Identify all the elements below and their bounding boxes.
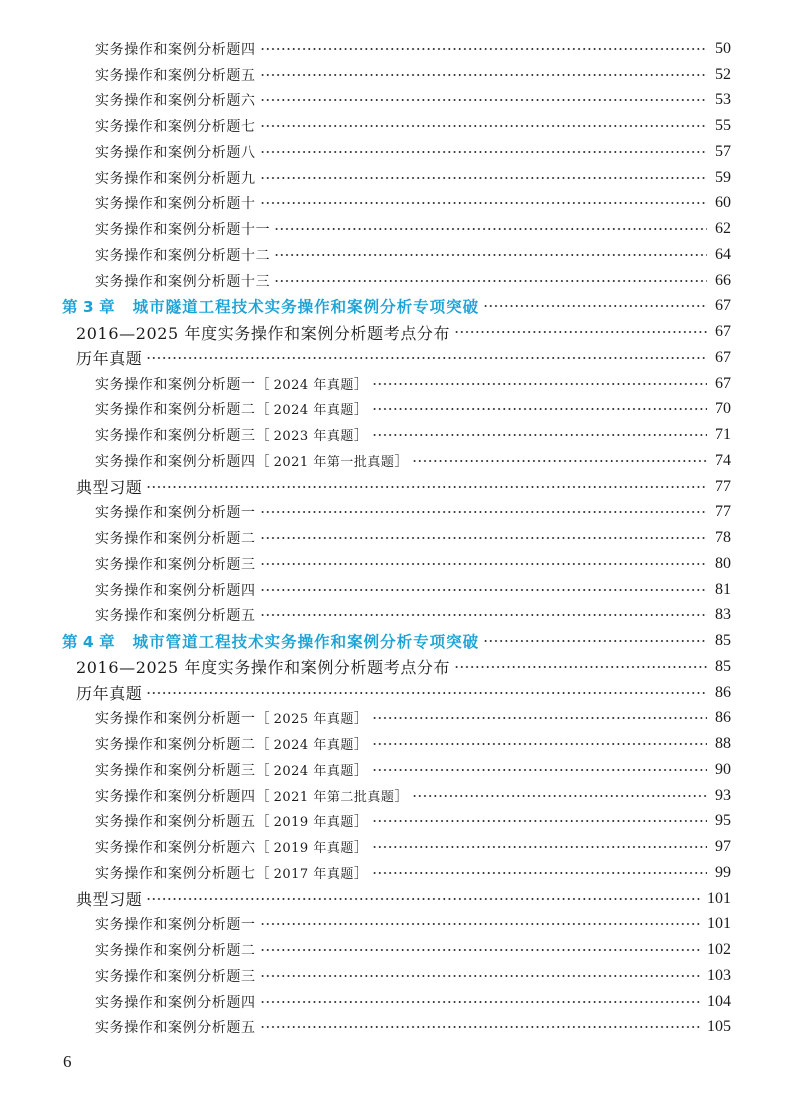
left-bracket: ［ xyxy=(255,428,270,445)
dot-leader xyxy=(260,948,701,952)
left-bracket: ［ xyxy=(255,402,270,419)
dot-leader xyxy=(260,73,707,77)
toc-section-entry[interactable] xyxy=(0,654,790,680)
dot-leader xyxy=(260,176,707,180)
toc-item-entry[interactable] xyxy=(0,113,790,139)
toc-entry-title: 实务操作和案例分析题四 xyxy=(95,788,256,805)
toc-entry-title: 实务操作和案例分析题八 xyxy=(95,144,256,161)
toc-item-entry[interactable] xyxy=(0,989,790,1015)
left-bracket: ［ xyxy=(255,453,270,470)
toc-page-number: 93 xyxy=(715,786,731,804)
left-bracket: ［ xyxy=(255,814,270,831)
toc-entry-text xyxy=(95,528,256,548)
toc-entry-text xyxy=(76,681,142,704)
toc-page-number: 90 xyxy=(715,760,731,778)
toc-entry-text xyxy=(95,605,256,625)
dot-leader xyxy=(412,794,707,798)
right-bracket: ］ xyxy=(394,453,409,470)
toc-entry-text xyxy=(95,193,256,213)
dot-leader xyxy=(372,382,707,386)
toc-entry-title: 实务操作和案例分析题三 xyxy=(95,762,256,779)
toc-entry-text xyxy=(95,116,256,136)
toc-entry-title: 实务操作和案例分析题一 xyxy=(95,505,256,522)
toc-entry-text xyxy=(95,1017,256,1037)
toc-page-number: 95 xyxy=(715,812,731,830)
toc-entry-title: 实务操作和案例分析题五 xyxy=(95,1020,256,1037)
toc-entry-title: 实务操作和案例分析题四 xyxy=(95,453,256,470)
toc-entry-text xyxy=(76,887,142,910)
toc-entry-text xyxy=(95,39,256,59)
dot-leader xyxy=(260,98,707,102)
toc-entry-text xyxy=(95,940,256,960)
right-bracket: ］ xyxy=(353,428,368,445)
toc-item-entry[interactable] xyxy=(0,1015,790,1041)
toc-item-entry[interactable] xyxy=(0,525,790,551)
dot-leader xyxy=(274,279,707,283)
toc-entry-text xyxy=(95,708,368,728)
toc-page-number: 71 xyxy=(715,426,731,444)
dot-leader xyxy=(454,665,707,669)
dot-leader xyxy=(146,485,707,489)
toc-entry-title: 2016—2025 年度实务操作和案例分析题考点分布 xyxy=(76,323,451,343)
toc-page-number: 88 xyxy=(715,735,731,753)
right-bracket: ］ xyxy=(353,737,368,754)
toc-entry-text xyxy=(95,219,270,239)
toc-item-entry[interactable] xyxy=(0,860,790,886)
toc-page-number: 86 xyxy=(715,709,731,727)
toc-entry-title: 实务操作和案例分析题二 xyxy=(95,943,256,960)
toc-entry-title: 城市管道工程技术实务操作和案例分析专项突破 xyxy=(132,633,480,652)
toc-item-entry[interactable] xyxy=(0,731,790,757)
toc-entry-text xyxy=(95,992,256,1012)
dot-leader xyxy=(260,562,707,566)
toc-entry-title: 实务操作和案例分析题五 xyxy=(95,67,256,84)
dot-leader xyxy=(372,845,707,849)
toc-entry-title: 实务操作和案例分析题四 xyxy=(95,41,256,58)
dot-leader xyxy=(260,974,701,978)
toc-entry-text xyxy=(95,425,368,445)
dot-leader xyxy=(372,871,707,875)
toc-entry-text xyxy=(95,271,270,291)
toc-page-number: 53 xyxy=(715,91,731,109)
toc-entry-title: 实务操作和案例分析题六 xyxy=(95,93,256,110)
toc-entry-title: 实务操作和案例分析题二 xyxy=(95,737,256,754)
toc-entry-text xyxy=(95,245,270,265)
dot-leader xyxy=(372,742,707,746)
toc-item-entry[interactable] xyxy=(0,577,790,603)
toc-entry-text xyxy=(95,580,256,600)
toc-entry-text xyxy=(76,475,142,498)
toc-entry-text xyxy=(95,502,256,522)
toc-entry-title: 实务操作和案例分析题六 xyxy=(95,840,256,857)
exam-year-tag: 2021 年第一批真题 xyxy=(273,454,395,470)
toc-entry-title: 实务操作和案例分析题三 xyxy=(95,556,256,573)
left-bracket: ［ xyxy=(255,762,270,779)
toc-page-number: 67 xyxy=(715,323,731,341)
dot-leader xyxy=(260,124,707,128)
right-bracket: ］ xyxy=(353,865,368,882)
toc-entry-title: 实务操作和案例分析题四 xyxy=(95,582,256,599)
dot-leader xyxy=(260,201,707,205)
toc-entry-title: 历年真题 xyxy=(76,349,143,369)
toc-section-entry[interactable] xyxy=(0,319,790,345)
exam-year-tag: 2021 年第二批真题 xyxy=(273,789,395,805)
toc-entry-text xyxy=(95,966,256,986)
toc-section-entry[interactable] xyxy=(0,680,790,706)
toc-entry-title: 实务操作和案例分析题五 xyxy=(95,608,256,625)
toc-entry-text xyxy=(76,321,450,344)
dot-leader xyxy=(260,588,707,592)
exam-year-tag: 2024 年真题 xyxy=(273,403,354,419)
toc-item-entry[interactable] xyxy=(0,937,790,963)
toc-entry-text xyxy=(95,554,256,574)
toc-entry-title: 典型习题 xyxy=(76,478,143,498)
toc-entry-title: 实务操作和案例分析题十三 xyxy=(95,273,271,290)
toc-item-entry[interactable] xyxy=(0,783,790,809)
toc-entry-text xyxy=(95,811,368,831)
toc-entry-title: 实务操作和案例分析题一 xyxy=(95,917,256,934)
dot-leader xyxy=(260,613,707,617)
toc-entry-text xyxy=(62,630,479,652)
toc-entry-title: 城市隧道工程技术实务操作和案例分析专项突破 xyxy=(132,298,480,317)
toc-page-number: 85 xyxy=(715,657,731,675)
toc-entry-text xyxy=(95,914,256,934)
dot-leader xyxy=(454,330,707,334)
toc-entry-text xyxy=(95,863,368,883)
toc-page-number: 103 xyxy=(707,966,731,984)
left-bracket: ［ xyxy=(255,737,270,754)
right-bracket: ］ xyxy=(353,376,368,393)
exam-year-tag: 2019 年真题 xyxy=(273,841,354,857)
dot-leader xyxy=(260,150,707,154)
toc-entry-title: 实务操作和案例分析题五 xyxy=(95,814,256,831)
toc-entry-title: 实务操作和案例分析题四 xyxy=(95,994,256,1011)
dot-leader xyxy=(260,47,707,51)
right-bracket: ］ xyxy=(353,402,368,419)
right-bracket: ］ xyxy=(394,788,409,805)
toc-entry-text xyxy=(95,90,256,110)
toc-entry-title: 实务操作和案例分析题九 xyxy=(95,170,256,187)
dot-leader xyxy=(260,1025,701,1029)
left-bracket: ［ xyxy=(255,840,270,857)
toc-section-entry[interactable] xyxy=(0,886,790,912)
toc-entry-text xyxy=(76,346,142,369)
chapter-number: 第 3 章 xyxy=(62,298,115,317)
toc-section-entry[interactable] xyxy=(0,474,790,500)
toc-item-entry[interactable] xyxy=(0,551,790,577)
exam-year-tag: 2019 年真题 xyxy=(273,815,354,831)
toc-page-number: 66 xyxy=(715,271,731,289)
toc-chapter-entry[interactable] xyxy=(0,628,790,654)
toc-page-number: 67 xyxy=(715,297,731,315)
toc-page-number: 67 xyxy=(715,374,731,392)
dot-leader xyxy=(372,407,707,411)
toc-page-number: 60 xyxy=(715,194,731,212)
toc-page-number: 55 xyxy=(715,117,731,135)
toc-page-number: 83 xyxy=(715,606,731,624)
toc-entry-title: 实务操作和案例分析题一 xyxy=(95,711,256,728)
toc-entry-text xyxy=(95,142,256,162)
toc-item-entry[interactable] xyxy=(0,216,790,242)
toc-page-number: 57 xyxy=(715,142,731,160)
toc-page-number: 101 xyxy=(707,889,731,907)
exam-year-tag: 2024 年真题 xyxy=(273,738,354,754)
toc-entry-title: 实务操作和案例分析题七 xyxy=(95,865,256,882)
toc-page-number: 77 xyxy=(715,477,731,495)
right-bracket: ］ xyxy=(353,840,368,857)
toc-entry-title: 实务操作和案例分析题三 xyxy=(95,428,256,445)
exam-year-tag: 2024 年真题 xyxy=(273,763,354,779)
toc-item-entry[interactable] xyxy=(0,191,790,217)
exam-year-tag: 2025 年真题 xyxy=(273,712,354,728)
dot-leader xyxy=(274,227,707,231)
toc-entry-text xyxy=(76,655,450,678)
dot-leader xyxy=(260,510,707,514)
left-bracket: ［ xyxy=(255,788,270,805)
toc-page-number: 64 xyxy=(715,245,731,263)
toc-entry-text xyxy=(95,786,408,806)
dot-leader xyxy=(146,691,707,695)
toc-page-number: 102 xyxy=(707,941,731,959)
exam-year-tag: 2023 年真题 xyxy=(273,429,354,445)
toc-item-entry[interactable] xyxy=(0,268,790,294)
toc-item-entry[interactable] xyxy=(0,757,790,783)
toc-page-number: 67 xyxy=(715,348,731,366)
dot-leader xyxy=(372,716,707,720)
toc-item-entry[interactable] xyxy=(0,242,790,268)
left-bracket: ［ xyxy=(255,865,270,882)
toc-entry-title: 实务操作和案例分析题七 xyxy=(95,119,256,136)
toc-item-entry[interactable] xyxy=(0,603,790,629)
toc-entry-title: 实务操作和案例分析题三 xyxy=(95,968,256,985)
toc-item-entry[interactable] xyxy=(0,448,790,474)
dot-leader xyxy=(274,253,707,257)
toc-item-entry[interactable] xyxy=(0,397,790,423)
dot-leader xyxy=(372,819,707,823)
toc-page-number: 85 xyxy=(715,632,731,650)
toc-entry-title: 实务操作和案例分析题二 xyxy=(95,531,256,548)
toc-entry-text xyxy=(95,734,368,754)
dot-leader xyxy=(483,304,707,308)
toc-item-entry[interactable] xyxy=(0,165,790,191)
dot-leader xyxy=(483,639,707,643)
toc-page-number: 74 xyxy=(715,451,731,469)
toc-entry-text xyxy=(95,760,368,780)
toc-entry-title: 历年真题 xyxy=(76,684,143,704)
chapter-number: 第 4 章 xyxy=(62,633,115,652)
dot-leader xyxy=(260,536,707,540)
dot-leader xyxy=(372,433,707,437)
exam-year-tag: 2017 年真题 xyxy=(273,866,354,882)
toc-page-number: 50 xyxy=(715,39,731,57)
toc-entry-title: 实务操作和案例分析题一 xyxy=(95,376,256,393)
dot-leader xyxy=(146,356,707,360)
toc-section-entry[interactable] xyxy=(0,345,790,371)
toc-item-entry[interactable] xyxy=(0,500,790,526)
toc-page-number: 97 xyxy=(715,838,731,856)
right-bracket: ］ xyxy=(353,762,368,779)
toc-page-number: 70 xyxy=(715,400,731,418)
dot-leader xyxy=(372,768,707,772)
toc-page-number: 101 xyxy=(707,915,731,933)
toc-page-number: 99 xyxy=(715,863,731,881)
left-bracket: ［ xyxy=(255,376,270,393)
toc-page-number: 105 xyxy=(707,1018,731,1036)
toc-entry-title: 典型习题 xyxy=(76,890,143,910)
toc-item-entry[interactable] xyxy=(0,834,790,860)
toc-entry-title: 实务操作和案例分析题二 xyxy=(95,402,256,419)
toc-page-number: 81 xyxy=(715,580,731,598)
right-bracket: ］ xyxy=(353,814,368,831)
toc-page-number: 59 xyxy=(715,168,731,186)
toc-entry-text xyxy=(62,295,479,317)
toc-item-entry[interactable] xyxy=(0,62,790,88)
toc-page-number: 86 xyxy=(715,683,731,701)
toc-item-entry[interactable] xyxy=(0,422,790,448)
toc-entry-text xyxy=(95,837,368,857)
dot-leader xyxy=(260,922,701,926)
right-bracket: ］ xyxy=(353,711,368,728)
toc-page-number: 52 xyxy=(715,65,731,83)
table-of-contents xyxy=(0,36,790,1040)
toc-entry-text xyxy=(95,65,256,85)
toc-item-entry[interactable] xyxy=(0,809,790,835)
left-bracket: ［ xyxy=(255,711,270,728)
toc-entry-text xyxy=(95,168,256,188)
toc-page-number: 77 xyxy=(715,503,731,521)
dot-leader xyxy=(146,897,701,901)
toc-page-number: 78 xyxy=(715,529,731,547)
toc-item-entry[interactable] xyxy=(0,912,790,938)
toc-item-entry[interactable] xyxy=(0,706,790,732)
toc-chapter-entry[interactable] xyxy=(0,294,790,320)
toc-entry-title: 2016—2025 年度实务操作和案例分析题考点分布 xyxy=(76,658,451,678)
toc-entry-text xyxy=(95,399,368,419)
toc-entry-text xyxy=(95,451,408,471)
toc-entry-title: 实务操作和案例分析题十 xyxy=(95,196,256,213)
dot-leader xyxy=(260,1000,701,1004)
toc-page-number: 80 xyxy=(715,554,731,572)
toc-item-entry[interactable] xyxy=(0,963,790,989)
toc-item-entry[interactable] xyxy=(0,88,790,114)
toc-item-entry[interactable] xyxy=(0,36,790,62)
page-number: 6 xyxy=(63,1052,72,1071)
toc-item-entry[interactable] xyxy=(0,371,790,397)
toc-entry-title: 实务操作和案例分析题十二 xyxy=(95,247,271,264)
dot-leader xyxy=(412,459,707,463)
toc-page-number: 104 xyxy=(707,992,731,1010)
toc-entry-title: 实务操作和案例分析题十一 xyxy=(95,222,271,239)
toc-page-number: 62 xyxy=(715,220,731,238)
toc-item-entry[interactable] xyxy=(0,139,790,165)
exam-year-tag: 2024 年真题 xyxy=(273,377,354,393)
toc-entry-text xyxy=(95,374,368,394)
